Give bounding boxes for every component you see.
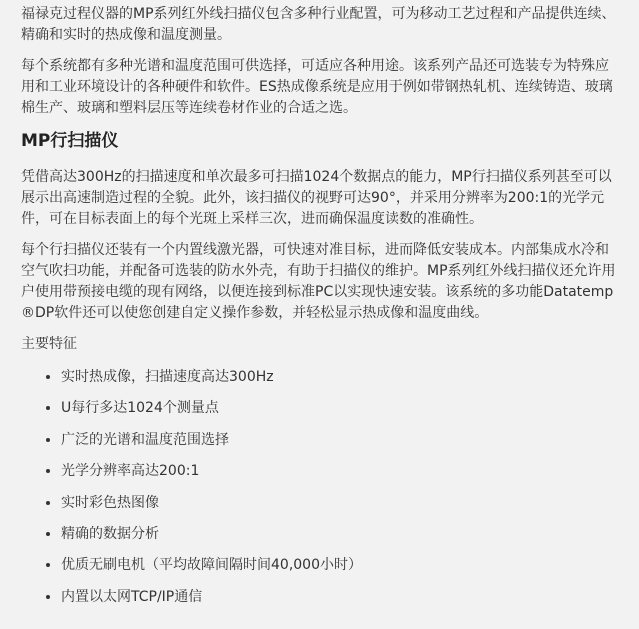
feature-item: • 内置以太网TCP/IP通信 [61, 587, 619, 608]
intro-paragraph-2: 每个系统都有多种光谱和温度范围可供选择，可适应各种用途。该系列产品还可选装专为特殊应用和工业环境设计的各种硬件和软件。ES热成像系统是应用于例如带钢热轧机、连续铸造、玻璃棉生产、玻璃和塑料层压等连续卷材作业的合适之选。 [21, 58, 613, 116]
feature-item: • 优质无刷电机（平均故障间隔时间40,000小时） [61, 555, 619, 576]
feature-item: • 实时彩色热图像 [61, 493, 619, 514]
intro-paragraph-1: 福禄克过程仪器的MP系列红外线扫描仪包含多种行业配置，可为移动工艺过程和产品提供连续、精确和实时的热成像和温度测量。 [21, 6, 616, 43]
features-list [21, 367, 619, 608]
feature-item: • 光学分辨率高达200:1 [61, 461, 619, 482]
section-paragraph-1: 凭借高达300Hz的扫描速度和单次最多可扫描1024个数据点的能力，MP行扫描仪系列甚至可以展示出高速制造过程的全貌。此外，该扫描仪的视野可达90°，并采用分辨率为200:1的光学元件，可在目标表面上的每个光斑上采样三次，进而确保温度读数的准确性。 [21, 169, 612, 227]
features-heading: 主要特征 [21, 336, 77, 352]
section-paragraph-2: 每个行扫描仪还装有一个内置线激光器，可快速对准目标，进而降低安装成本。内部集成水冷和空气吹扫功能，并配备可选装的防水外壳，有助于扫描仪的维护。MP系列红外线扫描仪还允许用户使用带预接电缆的现有网络，以便连接到标准PC以实现快速安装。该系统的多功能Datatemp®DP软件还可以使您创建自定义操作参数，并轻松显示热成像和温度曲线。 [21, 242, 616, 321]
feature-item: • 实时热成像，扫描速度高达300Hz [61, 367, 619, 388]
feature-item: • U每行多达1024个测量点 [61, 398, 619, 419]
section-title: MP行扫描仪 [21, 131, 119, 151]
feature-item: • 广泛的光谱和温度范围选择 [61, 430, 619, 451]
feature-item: • 精确的数据分析 [61, 524, 619, 545]
